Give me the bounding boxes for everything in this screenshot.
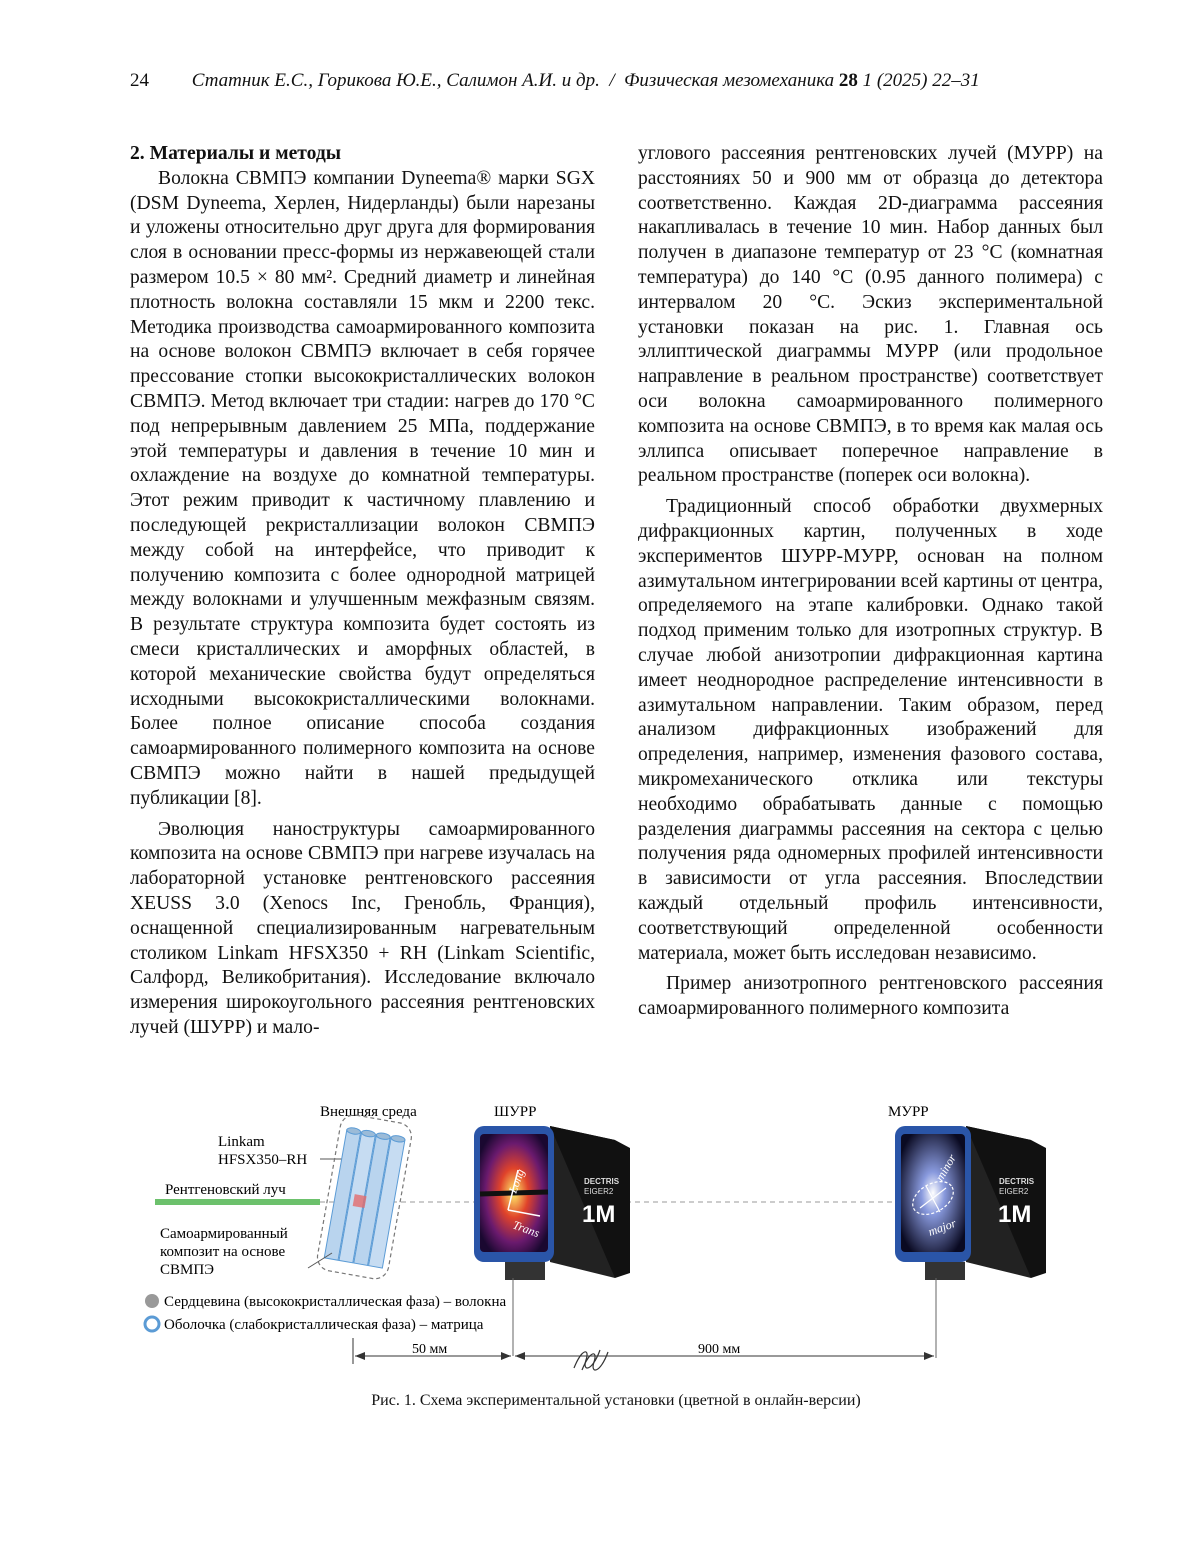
saxs-detector <box>895 1126 1046 1280</box>
figure-setup <box>130 1098 1105 1378</box>
long-label: Long <box>505 1167 527 1196</box>
header-issue: 1 (2025) 22–31 <box>863 70 980 91</box>
waxs-label: ШУРР <box>494 1104 536 1120</box>
header-separator: / <box>609 70 614 91</box>
waxs-size: 1M <box>582 1201 615 1228</box>
paragraph-left-2: Эволюция наноструктуры самоармированного композита на основе СВМПЭ при нагреве изучалась на лабораторной установке рентгеновского рассеяния XEUSS 3.0 (Xenocs Inc, Гренобль, Франция), оснащенной специализированным нагревательным столиком Linkam HFSX350 + RH (Linkam Scientific, Салфорд, Великобритания). Исследование включало измерения широкоугольного рассеяния рентгеновских лучей (ШУРР) и мало- <box>130 818 595 1041</box>
saxs-brand: DECTRIS <box>999 1177 1035 1186</box>
paragraph-right-1: углового рассеяния рентгеновских лучей (МУРР) на расстояниях 50 и 900 мм от образца до детектора соответственно. Каждая 2D-диаграмма рассеяния накапливалась в течение 10 мин. Набор данных был получен в диапазоне температур от 23 °С (комнатная температура) до 140 °С (0.95 данного полимера) с интервалом 20 °С. Эскиз экспериментальной установки показан на рис. 1. Главная ось эллиптической диаграммы МУРР (или продольное направление в реальном пространстве) соответствует оси волокна самоармированного полимерного композита на основе СВМПЭ, в то время как малая ось эллипса описывает поперечное направление в реальном пространстве (поперек оси волокна). <box>638 142 1103 489</box>
page-number: 24 <box>130 70 149 91</box>
header-authors: Статник Е.С., Горикова Ю.Е., Салимон А.И. и др. <box>192 70 600 91</box>
xray-beam <box>155 1199 320 1205</box>
core-legend-icon <box>145 1294 159 1308</box>
section-title: 2. Материалы и методы <box>130 142 595 167</box>
left-column <box>130 142 595 1047</box>
paragraph-right-3: Пример анизотропного рентгеновского рассеяния самоармированного полимерного композита <box>638 972 1103 1022</box>
saxs-model: EIGER2 <box>999 1187 1029 1196</box>
minor-label: minor <box>932 1151 959 1183</box>
setup-diagram <box>130 1098 1105 1378</box>
env-label: Внешняя среда <box>320 1104 417 1120</box>
shell-legend-icon <box>145 1317 159 1331</box>
waxs-model: EIGER2 <box>584 1187 614 1196</box>
distance-900: 900 мм <box>698 1342 740 1357</box>
header-journal: Физическая мезомеханика <box>624 70 834 91</box>
waxs-brand: DECTRIS <box>584 1177 620 1186</box>
header-volume: 28 <box>839 70 858 91</box>
composite-label-1: Самоармированный <box>160 1226 288 1242</box>
right-column <box>638 142 1103 1028</box>
distance-50: 50 мм <box>412 1342 447 1357</box>
sample-chamber <box>315 1113 413 1281</box>
figure-caption: Рис. 1. Схема экспериментальной установки (цветной в онлайн-версии) <box>0 1392 1200 1410</box>
paragraph-right-2: Традиционный способ обработки двухмерных дифракционных картин, полученных в ходе экспериментов ШУРР-МУРР, основан на полном азимутальном интегрировании всей картины от центра, определяемого на этапе калибровки. Однако такой подход применим только для изотропных структур. В случае любой анизотропии дифракционная картина имеет неоднородное распределение интенсивности в азимутальном направлении. Таким образом, перед анализом дифракционных изображений для определения, например, изменения фазового состава, микромеханического отклика или текстуры необходимо обрабатывать данные с помощью разделения диаграммы рассеяния на сектора с целью получения ряда одномерных профилей интенсивности в зависимости от угла рассеяния. Впоследствии каждый отдельный профиль интенсивности, соответствующий определенной особенности материала, может быть исследован независимо. <box>638 495 1103 966</box>
saxs-size: 1M <box>998 1201 1031 1228</box>
composite-label-3: СВМПЭ <box>160 1262 214 1278</box>
composite-label-2: композит на основе <box>160 1244 286 1260</box>
linkam-label-2: HFSX350–RH <box>218 1152 307 1168</box>
legend-shell: Оболочка (слабокристаллическая фаза) – матрица <box>164 1317 484 1333</box>
beam-label: Рентгеновский луч <box>165 1182 286 1198</box>
trans-label: Trans <box>511 1218 542 1241</box>
linkam-label-1: Linkam <box>218 1134 265 1150</box>
major-label: major <box>926 1216 958 1239</box>
waxs-detector <box>474 1126 630 1280</box>
legend-core: Сердцевина (высококристаллическая фаза) – волокна <box>164 1294 506 1310</box>
running-header <box>130 70 1090 92</box>
saxs-label: МУРР <box>888 1104 929 1120</box>
paragraph-left-1: Волокна СВМПЭ компании Dyneema® марки SGX (DSM Dyneema, Херлен, Нидерланды) были нарезаны и уложены относительно друг друга для формирования слоя в основании пресс-формы из нержавеющей стали размером 10.5 × 80 мм². Средний диаметр и линейная плотность волокна составляли 15 мкм и 2200 текс. Методика производства самоармированного композита на основе волокон СВМПЭ включает в себя горячее прессование стопки высококристаллических волокон СВМПЭ. Метод включает три стадии: нагрев до 170 °С под непрерывным давлением 25 МПа, поддержание этой температуры и давления в течение 10 мин и охлаждение на воздухе до комнатной температуры. Этот режим приводит к частичному плавлению и последующей рекристаллизации волокон СВМПЭ между собой на интерфейсе, что приводит к получению композита с более однородной матрицей между волокнами и улучшенным межфазным связям. В результате структура композита будет состоять из смеси кристаллических и аморфных областей, в которой механические свойства будут определяться исходными высококристаллическими волокнами. Более полное описание способа создания самоармированного полимерного композита на основе СВМПЭ можно найти в нашей предыдущей публикации [8]. <box>130 167 595 812</box>
